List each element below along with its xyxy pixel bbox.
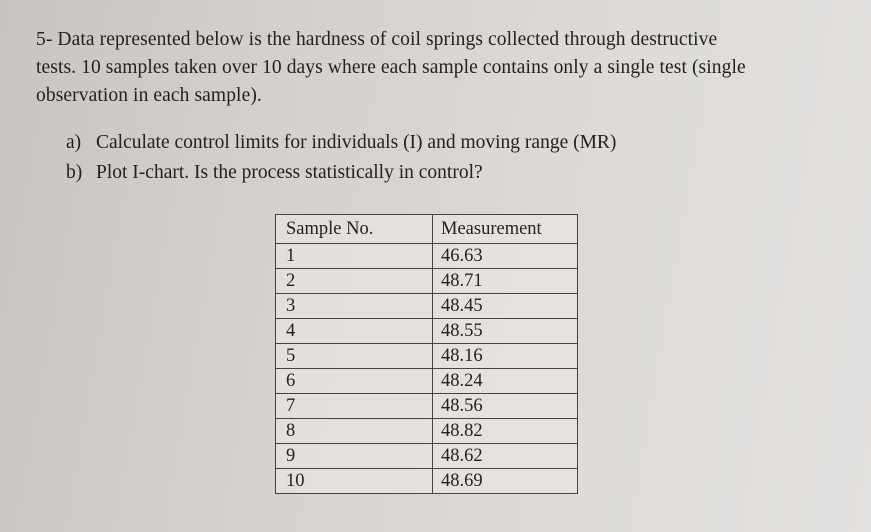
table-row bbox=[276, 369, 578, 394]
part-text: Plot I-chart. Is the process statistically in control? bbox=[96, 162, 483, 183]
table-row bbox=[276, 394, 578, 419]
measurement-cell: 48.55 bbox=[433, 319, 578, 344]
table-row bbox=[276, 444, 578, 469]
table-row bbox=[276, 344, 578, 369]
sample-number-cell: 3 bbox=[276, 294, 433, 319]
table-row bbox=[276, 294, 578, 319]
measurement-cell: 48.16 bbox=[433, 344, 578, 369]
sample-number-cell: 5 bbox=[276, 344, 433, 369]
table-row bbox=[276, 244, 578, 269]
sample-number-cell: 7 bbox=[276, 394, 433, 419]
part-letter: b) bbox=[66, 162, 83, 183]
table-row bbox=[276, 269, 578, 294]
data-table bbox=[275, 214, 578, 494]
problem-line: 5- Data represented below is the hardness of coil springs collected through destructive bbox=[36, 29, 718, 50]
sample-number-cell: 10 bbox=[276, 469, 433, 494]
sample-number-cell: 4 bbox=[276, 319, 433, 344]
problem-statement bbox=[36, 26, 846, 110]
problem-line: observation in each sample). bbox=[36, 85, 262, 106]
question-part-a bbox=[66, 128, 616, 158]
sample-number-cell: 6 bbox=[276, 369, 433, 394]
sample-number-cell: 1 bbox=[276, 244, 433, 269]
part-letter: a) bbox=[66, 132, 82, 153]
question-part-b bbox=[66, 158, 616, 188]
question-parts bbox=[66, 128, 616, 188]
measurement-cell: 48.45 bbox=[433, 294, 578, 319]
table-row bbox=[276, 469, 578, 494]
table-row bbox=[276, 319, 578, 344]
measurement-cell: 48.82 bbox=[433, 419, 578, 444]
sample-number-cell: 9 bbox=[276, 444, 433, 469]
sample-number-cell: 2 bbox=[276, 269, 433, 294]
part-text: Calculate control limits for individuals (I) and moving range (MR) bbox=[96, 132, 617, 153]
problem-line: tests. 10 samples taken over 10 days where each sample contains only a single test (single bbox=[36, 57, 746, 78]
measurement-cell: 48.71 bbox=[433, 269, 578, 294]
measurement-cell: 48.69 bbox=[433, 469, 578, 494]
measurement-cell: 48.56 bbox=[433, 394, 578, 419]
table-header-row bbox=[276, 215, 578, 244]
column-header-sample-no: Sample No. bbox=[276, 215, 433, 244]
column-header-measurement: Measurement bbox=[433, 215, 578, 244]
sample-number-cell: 8 bbox=[276, 419, 433, 444]
measurement-cell: 48.24 bbox=[433, 369, 578, 394]
table-row bbox=[276, 419, 578, 444]
measurement-cell: 48.62 bbox=[433, 444, 578, 469]
measurement-cell: 46.63 bbox=[433, 244, 578, 269]
